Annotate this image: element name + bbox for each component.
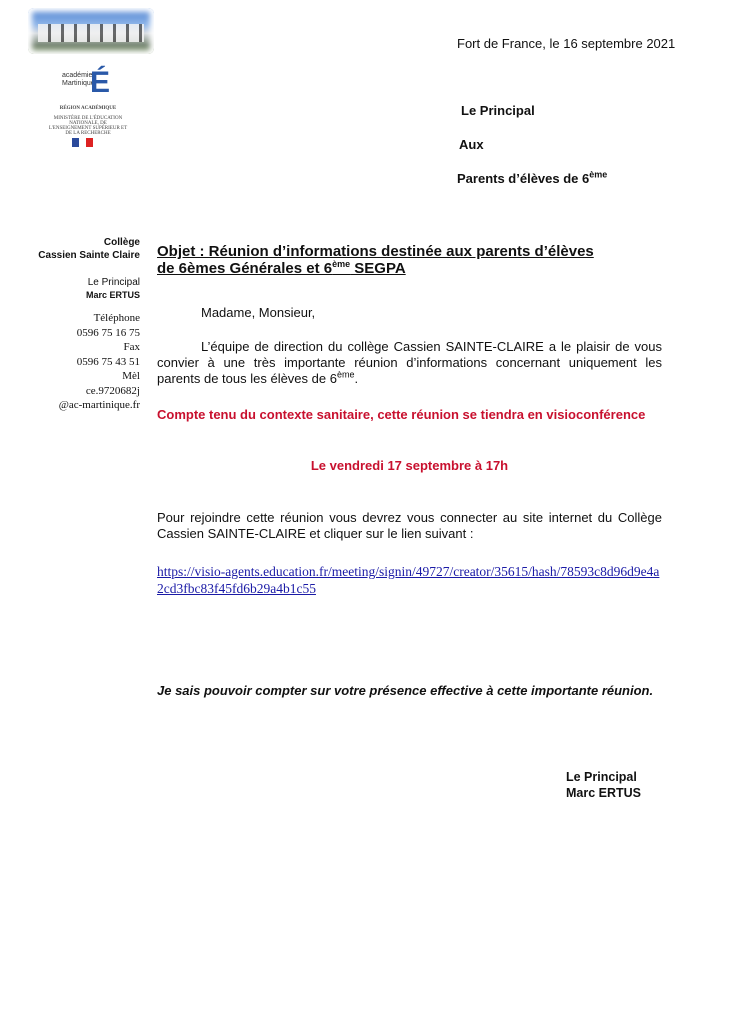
principal-info: Le Principal Marc ERTUS (85, 277, 140, 300)
meeting-link[interactable]: https://visio-agents.education.fr/meeting/signin/49727/creator/35615/hash/78593c8d96d9e4a2cd3fbc83f45fd6b29a4b1c55 (157, 564, 660, 596)
closing-sentence: Je sais pouvoir compter sur votre présence effective à cette importante réunion. (157, 683, 654, 698)
meeting-date: Le vendredi 17 septembre à 17h (310, 458, 509, 473)
logo-ministere: MINISTÈRE DE L'ÉDUCATION NATIONALE, DE L'ENSEIGNEMENT SUPÉRIEUR ET DE LA RECHERCHE (48, 116, 128, 136)
french-flag-icon (72, 138, 93, 147)
paragraph-invitation: L’équipe de direction du collège Cassien SAINTE-CLAIRE a le plaisir de vous convier à une très importante réunion d’informations concernant uniquement les parents de tous les élèves de 6ème. (157, 339, 662, 386)
greeting: Madame, Monsieur, (201, 305, 316, 320)
sanitary-notice: Compte tenu du contexte sanitaire, cette réunion se tiendra en visioconférence (157, 407, 646, 422)
academie-logo: académie Martinique É RÉGION ACADÉMIQUE MINISTÈRE DE L'ÉDUCATION NATIONALE, DE L'ENSEIGNEMENT SUPÉRIEUR ET DE LA RECHERCHE (48, 64, 128, 154)
paragraph-instructions: Pour rejoindre cette réunion vous devrez vous connecter au site internet du Collège Cassien SAINTE-CLAIRE et cliquer sur le lien suivant : (157, 510, 662, 541)
contact-info: Téléphone 0596 75 16 75 Fax 0596 75 43 51 Mèl ce.9720682j @ac-martinique.fr (58, 312, 140, 411)
logo-text: académie Martinique (62, 72, 95, 87)
letter-date: Fort de France, le 16 septembre 2021 (457, 36, 676, 51)
school-name: Collège Cassien Sainte Claire (38, 237, 140, 261)
signature: Le Principal Marc ERTUS (566, 770, 642, 800)
recipients: Parents d’élèves de 6ème (457, 169, 608, 186)
sender: Le Principal (461, 103, 535, 118)
subject: Objet : Réunion d’informations destinée aux parents d’élèves de 6èmes Générales et 6ème SEGPA (157, 243, 594, 277)
school-photo (28, 8, 154, 54)
logo-region: RÉGION ACADÉMIQUE (59, 106, 117, 111)
recipient-to: Aux (459, 137, 484, 152)
meeting-link-wrap (157, 563, 662, 597)
